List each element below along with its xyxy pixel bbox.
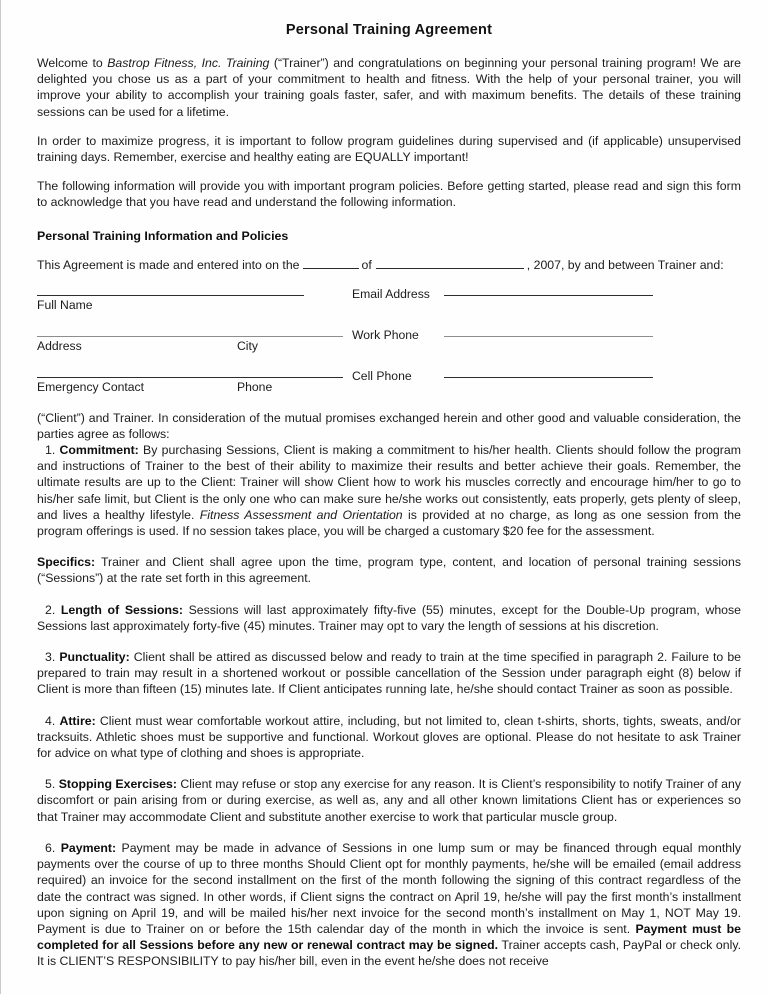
emergency-contact-label: Emergency Contact: [37, 379, 145, 394]
address-city-input[interactable]: [37, 336, 343, 337]
intro-paragraph: [37, 178, 741, 210]
body-text: Payment may be made in advance of Sessions in one lump sum or may be financed through equal monthly payments over the course of up to three months Should Client opt for monthly payments, he/she will be emailed (email address required) an invoice for the second installment on the first of the month following the signing of this contract regardless of the date the contract was signed. In other words, if Client signs the contract on April 19, he/she will pay the first month’s installment upon signing on April 19, and will be mailed his/her next invoice for the second month’s installment on May 1, NOT May 19. Payment is due to Trainer on or before the 15th calendar day of the month in which the invoice is sent.: [37, 840, 741, 936]
agreement-line-middle: of: [361, 257, 372, 272]
city-label: City: [237, 338, 258, 353]
body-text: Client must wear comfortable workout attire, including, but not limited to, clean t-shirts, shorts, tights, sweats, and/or tracksuits. Athletic shoes must be supportive and functional. Workout gloves are optional. Please do not hesitate to ask Trainer for advice on what type of clothing and shoes is appropriate.: [37, 713, 741, 761]
body-text: Trainer accepts cash, PayPal or check only. It is CLIENT’S RESPONSIBILITY to pay his/her bill, even in the event he/she does not receive: [37, 938, 741, 969]
emergency-contact-input[interactable]: [37, 377, 343, 378]
intro-paragraph: [37, 133, 741, 165]
client-information-form: [37, 257, 741, 395]
body-text: In order to maximize progress, it is important to follow program guidelines during supervised and (if applicable) unsupervised training days. Remember, exercise and healthy eating are EQUALLY important!: [37, 133, 741, 165]
clause-heading: Payment:: [60, 840, 117, 855]
intro-paragraph: [37, 55, 741, 120]
cell-phone-input[interactable]: [444, 377, 653, 378]
email-address-label: Email Address: [352, 286, 430, 301]
full-name-label: Full Name: [37, 297, 93, 312]
consideration-paragraph: (“Client”) and Trainer. In consideration of the mutual promises exchanged herein and other good and valuable consideration, the parties agree as follows:: [37, 410, 741, 441]
agreement-line-suffix: , 2007, by and between Trainer and:: [526, 257, 724, 272]
intro-paragraphs: [37, 55, 741, 211]
body-text: Trainer and Client shall agree upon the time, program type, content, and location of personal training sessions (“Sessions”) at the rate set forth in this agreement.: [37, 555, 741, 586]
clause-heading: Punctuality:: [59, 650, 130, 665]
email-address-input[interactable]: [444, 295, 653, 296]
clauses-list: [37, 442, 741, 969]
address-label: Address: [37, 338, 82, 353]
day-blank-input[interactable]: [303, 257, 359, 269]
document-body: [37, 0, 741, 970]
bold-text: Payment must be completed for all Sessions before any new or renewal contract may be signed.: [37, 921, 741, 953]
section-heading: Personal Training Information and Policies: [37, 228, 289, 243]
agreement-date-line: [37, 257, 741, 273]
work-phone-input[interactable]: [444, 336, 653, 337]
body-text: By purchasing Sessions, Client is making a commitment to his/her health. Clients should follow the program and instructions of Trainer to the best of their ability to maximize their results and better achieve their goals. Remember, the ultimate results are up to the Client: Trainer will show Client how to work his muscles correctly and encourage him/her to go to his/her safe limit, but Client is the only one who can make sure he/she works out consistently, eats properly, gets plenty of sleep, and lives a healthy lifestyle.: [37, 443, 741, 522]
body-text: (“Trainer”) and congratulations on beginning your personal training program! We are delighted you chose us as a part of your commitment to health and fitness. With the help of your personal trainer, you will improve your ability to accomplish your training goals faster, safer, and with maximum benefits. The details of these training sessions can be used for a lifetime.: [37, 56, 741, 119]
clause-paragraph: [37, 649, 741, 698]
clause-heading: Attire:: [59, 713, 96, 728]
body-text: The following information will provide you with important program policies. Before getting started, please read and sign this form to acknowledge that you have read and understand the following information.: [37, 179, 741, 210]
clause-number: 5.: [45, 777, 59, 792]
body-text: is provided at no charge, as long as one session from the program offerings is used. If no session takes place, you will be charged a customary $20 fee for the assessment.: [37, 507, 741, 539]
clause-paragraph: [37, 840, 741, 970]
emphasis-text: Fitness Assessment and Orientation: [199, 507, 403, 522]
clause-heading: Specifics:: [37, 555, 96, 570]
cell-phone-label: Cell Phone: [352, 368, 412, 383]
clause-heading: Length of Sessions:: [60, 602, 183, 617]
page-title: Personal Training Agreement: [285, 22, 493, 38]
clause-paragraph: [37, 602, 741, 634]
clause-heading: Commitment:: [59, 443, 139, 458]
phone-label: Phone: [237, 379, 273, 394]
clause-paragraph: [37, 776, 741, 825]
clause-heading: Stopping Exercises:: [58, 777, 177, 792]
clause-number: 6.: [45, 840, 61, 855]
emphasis-text: Bastrop Fitness, Inc. Training: [107, 56, 270, 70]
clause-number: 3.: [45, 650, 60, 665]
clause-number: 4.: [45, 713, 60, 728]
agreement-line-prefix: This Agreement is made and entered into on the: [37, 257, 300, 272]
clause-number: 1.: [45, 443, 60, 458]
full-name-input[interactable]: [37, 295, 304, 296]
clause-paragraph: [37, 713, 741, 762]
body-text: Client shall be attired as discussed below and ready to train at the time specified in paragraph 2. Failure to be prepared to train may result in a shortened workout or possible cancellation of the Session under paragraph eight (8) below if Client is more than fifteen (15) minutes late. If Client anticipates running late, he/she should contact Trainer as soon as possible.: [37, 650, 741, 697]
body-text: Sessions will last approximately fifty-five (55) minutes, except for the Double-Up program, whose Sessions last approximately forty-five (45) minutes. Trainer may opt to vary the length of sessions at his discretion.: [37, 602, 742, 633]
month-blank-input[interactable]: [376, 257, 524, 269]
body-text: Welcome to: [37, 56, 108, 70]
clause-paragraph: [37, 554, 741, 586]
clause-number: 2.: [45, 602, 61, 617]
body-text: Client may refuse or stop any exercise for any reason. It is Client’s responsibility to notify Trainer of any discomfort or pain arising from or during exercise, as well as, any and all other known limitations Client has or experiences so that Trainer may accommodate Client and substitute another exercise to work that particular muscle group.: [37, 777, 741, 824]
work-phone-label: Work Phone: [352, 327, 419, 342]
clause-paragraph: [37, 442, 741, 539]
